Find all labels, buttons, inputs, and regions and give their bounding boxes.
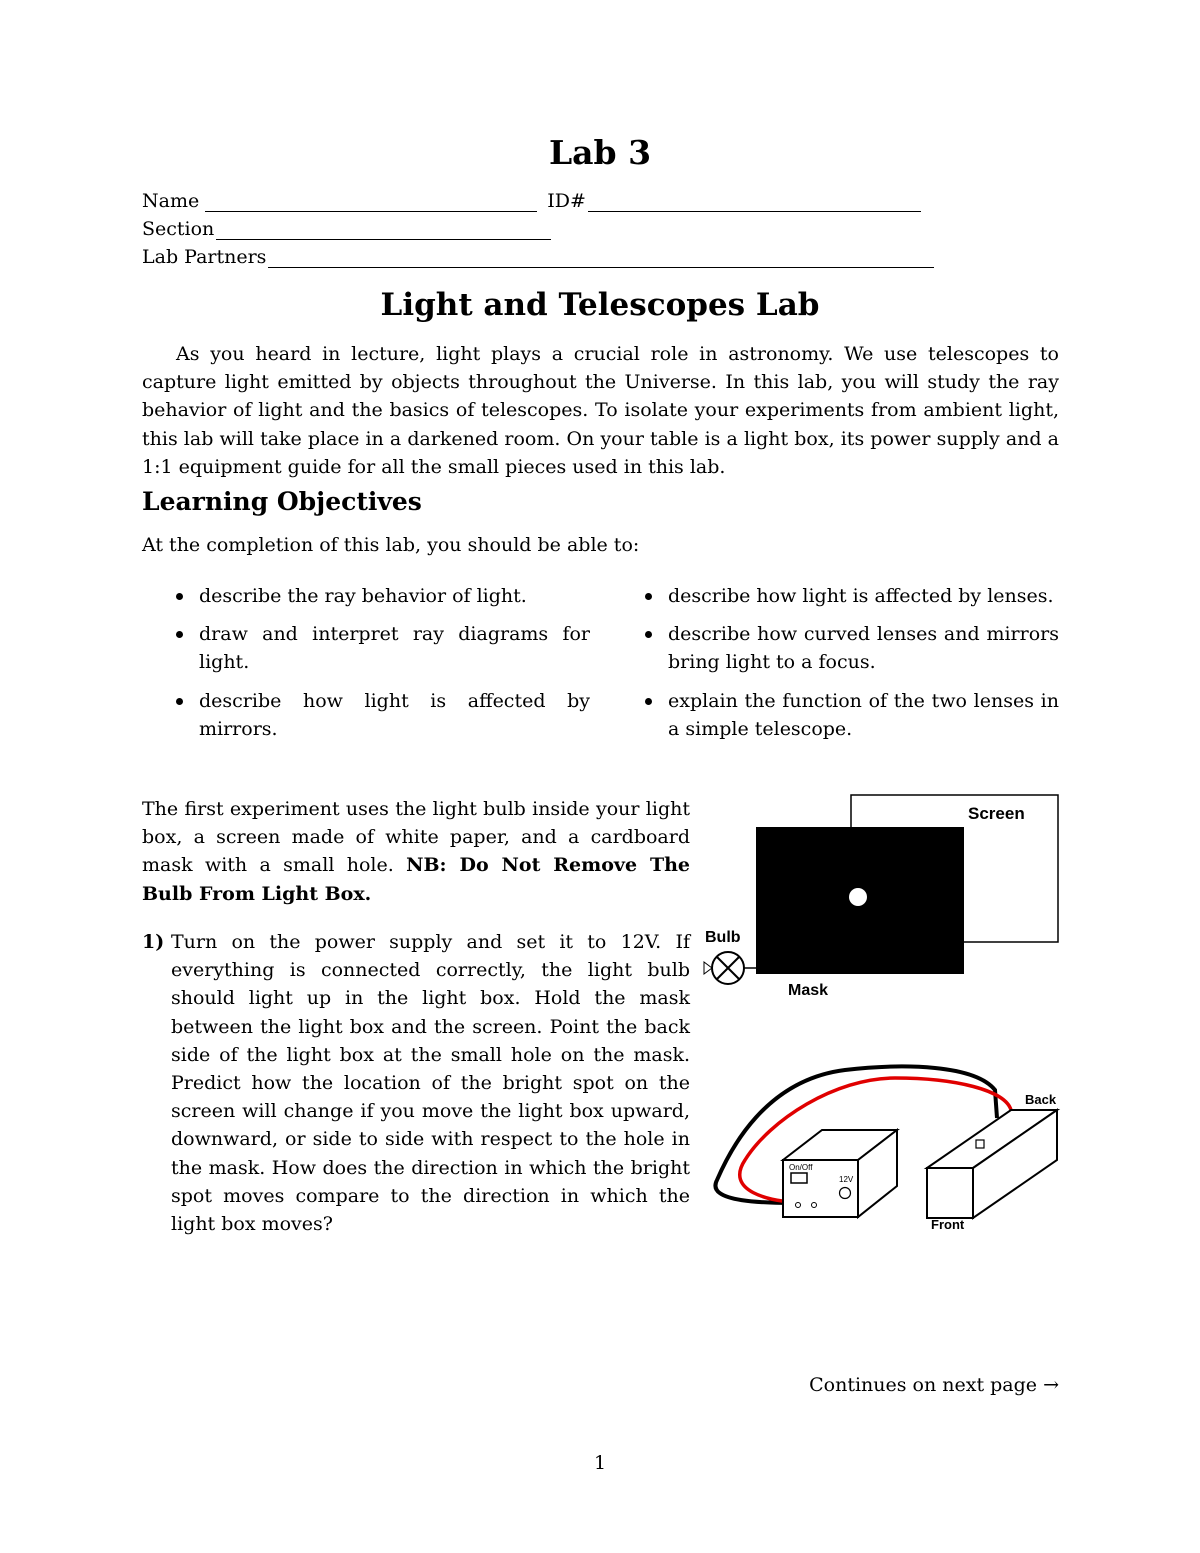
intro-paragraph: As you heard in lecture, light plays a crucial role in astronomy. We use telescopes to capture light emitted by objects throughout the Universe. In this lab, you will study the ray behavior of light and the basics of telescopes. To isolate your experiments from ambient light, this lab will take place in a darkened room. On your table is a light box, its power supply and a 1:1 equipment guide for all the small pieces used in this lab.	[142, 343, 1059, 478]
screen-label: Screen	[968, 804, 1025, 823]
name-id-row	[142, 186, 921, 212]
lab-title: Lab 3	[548, 133, 652, 172]
objectives-list-right	[640, 582, 1059, 753]
mask-hole	[849, 888, 867, 906]
experiment-intro-text: The first experiment uses the light bulb inside your light box, a screen made of white paper, and a cardboard mask with a small hole.	[142, 798, 690, 877]
power-supply-diagram	[705, 1060, 1075, 1245]
experiment-intro	[142, 795, 690, 908]
list-item: describe how light is affected by lenses.	[640, 582, 1059, 610]
power-switch	[791, 1173, 807, 1183]
list-item: explain the function of the two lenses in a simple telescope.	[640, 687, 1059, 743]
partners-label: Lab Partners	[142, 246, 267, 268]
objectives-list-left	[171, 582, 590, 753]
light-box	[927, 1110, 1057, 1218]
bulb-label: Bulb	[705, 929, 741, 946]
section-label: Section	[142, 218, 215, 240]
bulb-icon	[704, 952, 756, 984]
question-number: 1)	[142, 931, 165, 953]
partners-field[interactable]	[268, 247, 934, 268]
id-label: ID#	[547, 190, 586, 212]
front-label: Front	[931, 1217, 965, 1232]
list-item: describe the ray behavior of light.	[171, 582, 590, 610]
section-field[interactable]	[216, 219, 551, 240]
voltage-label: 12V	[839, 1175, 854, 1184]
back-label: Back	[1025, 1092, 1057, 1107]
section-row	[142, 214, 551, 240]
name-label: Name	[142, 190, 200, 212]
page-number: 1	[593, 1452, 607, 1474]
partners-row	[142, 242, 934, 268]
switch-label: On/Off	[789, 1163, 813, 1172]
objectives-lead: At the completion of this lab, you should be able to:	[142, 534, 640, 556]
name-field[interactable]	[205, 191, 537, 212]
id-field[interactable]	[588, 191, 921, 212]
warning-text: NB: Do Not Remove The Bulb From Light Box.	[142, 854, 690, 905]
continue-note: Continues on next page →	[809, 1374, 1059, 1396]
list-item: describe how curved lenses and mirrors bring light to a focus.	[640, 620, 1059, 676]
page-title: Light and Telescopes Lab	[380, 287, 820, 323]
mask-screen-diagram	[700, 790, 1070, 1005]
power-supply	[783, 1130, 897, 1217]
voltage-knob	[840, 1188, 851, 1199]
question-text: Turn on the power supply and set it to 12V. If everything is connected correctly, the light bulb should light up in the light box. Hold the mask between the light box and the screen. Point the back side of the light box at the small hole on the mask. Predict how the location of the bright spot on the screen will change if you move the light box upward, downward, or side to side with respect to the hole in the mask. How does the direction in which the bright spot moves compare to the direction in which the light box moves?	[171, 931, 690, 1236]
mask-label: Mask	[788, 982, 829, 999]
objectives-heading: Learning Objectives	[142, 487, 422, 516]
list-item: draw and interpret ray diagrams for light.	[171, 620, 590, 676]
question-1	[142, 928, 690, 1238]
list-item: describe how light is affected by mirrors.	[171, 687, 590, 743]
